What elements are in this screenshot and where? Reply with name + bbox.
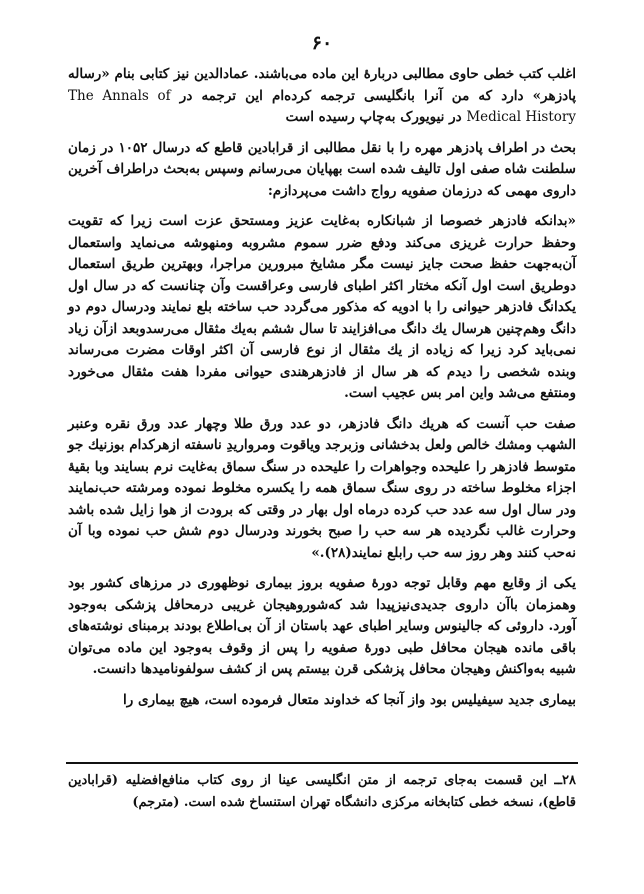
paragraph-antidote-discussion: بحث در اطراف پادزهر مهره را با نقل مطالبی از قرابادین قاطع که درسال ۱۰۵۲ در زمان سلطنت شاه صفی اول تالیف شده است بهپایان می‌رسانم وسپس به‌بحث دراطراف آخرین داروی مهمی که درزمان صفویه رواج داشت می‌پردازم: xyxy=(68,139,576,199)
quoted-passage: «بدانکه فادزهر خصوصا از شبانکاره به‌غایت عزیز ومستحق عزت است زیرا که تقویت وحفظ حرارت غریزی می‌کند ودفع ضرر سموم مشروبه ومنهوشه می‌نماید واستعمال آن‌به‌جهت حفظ صحت جایز نیست مگر مشایخ مبرورین مراجرا، وبهترین طریق استعمال دوطریق است اول آنکه مختار اکثر اطبای فارسی وعراقست وآن چنانست که در سال اول یکدانگ فادزهر حیوانی را با ادویه که مذکور می‌گردد حب ساخته بلع نمایند ودرسال دوم دو دانگ وهم‌چنین هرسال یك دانگ می‌افزایند تا سال ششم به‌یك مثقال می‌رسدوبعد ازآن زیاد نمی‌باید کرد زیرا که زیاده از یك مثقال از نوع فارسی آن اکثر اوقات مضرت می‌رساند وبنده شخصی را دیدم که هر سال از فادزهرهندی حیوانی مفردا هفت مثقال می‌خورد ومنتفع می‌شد واین امر بس عجیب است. xyxy=(68,213,576,401)
paragraph-syphilis: بیماری جدید سیفیلیس بود واز آنجا که خداوند متعال فرموده است، هیچ بیماری را xyxy=(123,691,576,708)
body-text xyxy=(68,64,576,720)
intro-text: اغلب کتب خطی حاوی مطالبی دربارهٔ این ماده می‌باشند. عمادالدین نیز کتابی بنام «رساله پادزهر» دارد که من آنرا بانگلیسی ترجمه کرده‌ام این ترجمه در xyxy=(68,66,577,104)
footnote-divider xyxy=(66,762,578,764)
pill-recipe-paragraph: صفت حب آنست که هریك دانگ فادزهر، دو عدد ورق طلا وچهار عدد ورق نقره وعنبر الشهب ومشك خالص ولعل بدخشانی وزبرجد ویاقوت ومرواریدِ ناسفته ازهرکدام بوزنیك جو متوسط فادزهر را علیحده وجواهرات را علیحده در سنگ سماق به‌غایت نرم بسایند وبا بقیهٔ اجزاء مخلوط ساخته در روی سنگ سماق همه را یکسره مخلوط نموده ومرشته حب‌نمایند ودر سال اول سه عدد حب کرده درماه اول بهار در وقتی که برودت از هوا زایل شده باشد وحرارت غالب نگردیده هر سه حب را صبح بخورند ودرسال دوم شش حب نموده وبا آن نه‌حب کنند وهر روز سه حب رابلع نمایند(۲۸).» xyxy=(68,415,576,561)
intro-text-end: در نیویورک به‌چاپ رسیده است xyxy=(285,109,462,125)
intro-paragraph xyxy=(68,64,576,129)
page-number: ۶۰ xyxy=(311,32,333,54)
paragraph-safavid-disease: یکی از وقایع مهم وقابل توجه دورهٔ صفویه بروز بیماری نوظهوری در مرزهای کشور بود وهمزمان باآن داروی جدیدی‌نیزپیدا شد که‌شوروهیجان غریبی درمحافل پزشکی به‌وجود آورد. داروئی که جالینوس وسایر اطبای عهد باستان از آن بی‌اطلاع بودند برمبنای نوشته‌های باقی مانده هیجان محافل طبی دورهٔ صفویه را پس از وقوف به‌وجود این ماده می‌توان شبیه به‌واکنش وهیجان محافل پزشکی قرن بیستم پس از کشف سولفونامیدها دانست. xyxy=(68,575,576,677)
journal-title: The Annals of Medical History xyxy=(68,87,576,125)
footnote: ۲۸ــ این قسمت به‌جای ترجمه از متن انگلیسی عینا از روی کتاب منافع‌افضلیه (قرابادین قاطع)، نسخه خطی کتابخانه مرکزی دانشگاه تهران استنساخ شده است. (مترجم) xyxy=(68,773,576,810)
